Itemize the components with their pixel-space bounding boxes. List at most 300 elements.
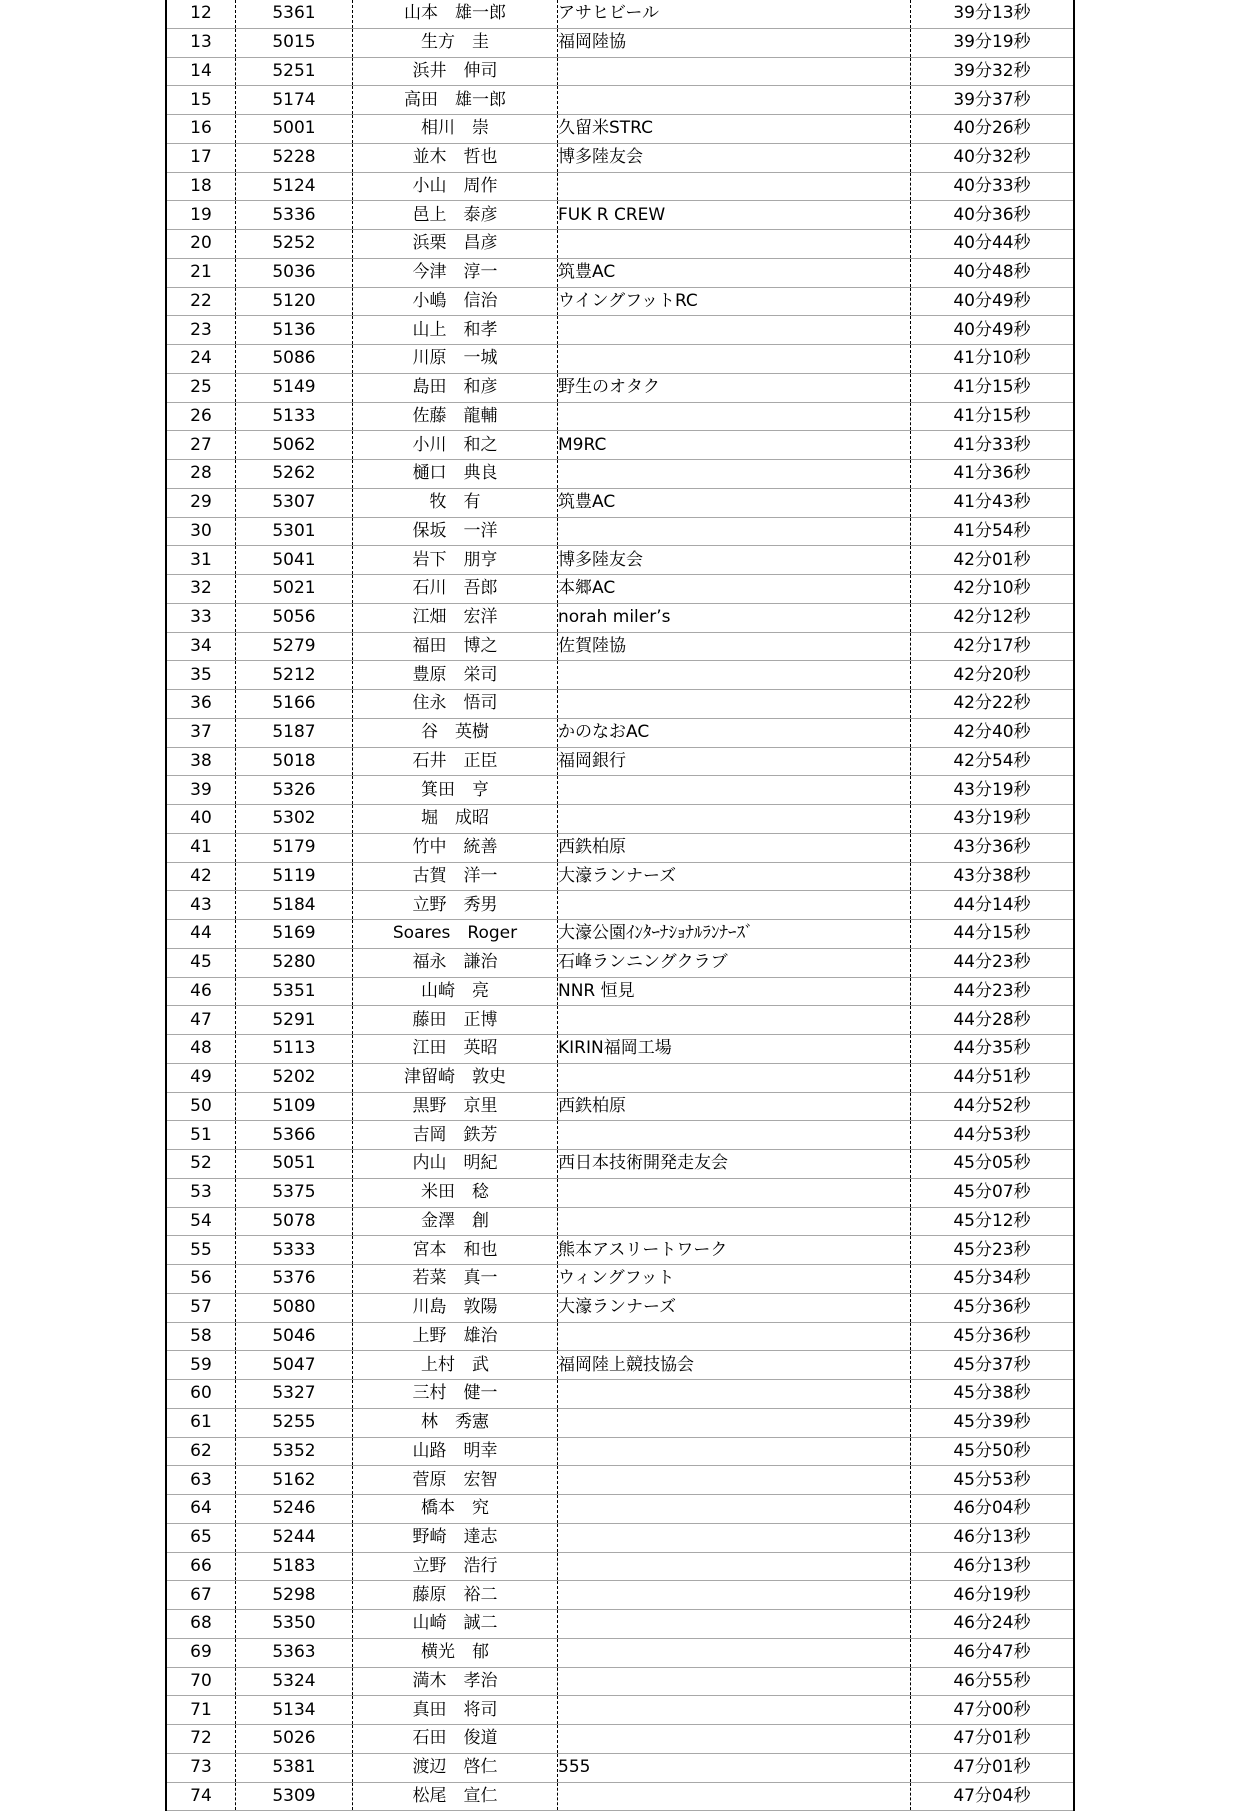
table-row (166, 1495, 1074, 1524)
table-row (166, 690, 1074, 719)
rank-cell: 67 (166, 1581, 236, 1610)
runner-name-cell: 石田 俊道 (353, 1725, 558, 1754)
finish-time-cell: 41分15秒 (911, 402, 1075, 431)
runner-name-cell: 林 秀憲 (353, 1408, 558, 1437)
rank-cell: 44 (166, 920, 236, 949)
finish-time-cell: 46分19秒 (911, 1581, 1075, 1610)
rank-cell: 23 (166, 316, 236, 345)
rank-cell: 33 (166, 603, 236, 632)
runner-name-cell: 立野 秀男 (353, 891, 558, 920)
runner-name-cell: 野崎 達志 (353, 1523, 558, 1552)
finish-time-cell: 45分38秒 (911, 1380, 1075, 1409)
finish-time-cell: 39分37秒 (911, 86, 1075, 115)
finish-time-cell: 44分51秒 (911, 1063, 1075, 1092)
runner-name-cell: 菅原 宏智 (353, 1466, 558, 1495)
bib-number-cell: 5376 (236, 1265, 353, 1294)
finish-time-cell: 42分54秒 (911, 747, 1075, 776)
runner-name-cell: 石川 吾郎 (353, 575, 558, 604)
club-name-cell (558, 230, 911, 259)
finish-time-cell: 39分19秒 (911, 28, 1075, 57)
runner-name-cell: 江田 英昭 (353, 1035, 558, 1064)
finish-time-cell: 45分39秒 (911, 1408, 1075, 1437)
bib-number-cell: 5352 (236, 1437, 353, 1466)
rank-cell: 60 (166, 1380, 236, 1409)
table-row (166, 1178, 1074, 1207)
bib-number-cell: 5244 (236, 1523, 353, 1552)
table-row (166, 431, 1074, 460)
bib-number-cell: 5307 (236, 488, 353, 517)
table-row (166, 1725, 1074, 1754)
club-name-cell (558, 1006, 911, 1035)
table-row (166, 948, 1074, 977)
runner-name-cell: 内山 明紀 (353, 1150, 558, 1179)
table-row (166, 632, 1074, 661)
bib-number-cell: 5252 (236, 230, 353, 259)
table-row (166, 1437, 1074, 1466)
table-row (166, 1092, 1074, 1121)
rank-cell: 31 (166, 546, 236, 575)
rank-cell: 70 (166, 1667, 236, 1696)
table-row (166, 287, 1074, 316)
table-row (166, 1293, 1074, 1322)
bib-number-cell: 5333 (236, 1236, 353, 1265)
finish-time-cell: 44分15秒 (911, 920, 1075, 949)
club-name-cell: NNR 恒見 (558, 977, 911, 1006)
bib-number-cell: 5119 (236, 862, 353, 891)
runner-name-cell: 横光 郁 (353, 1638, 558, 1667)
rank-cell: 24 (166, 345, 236, 374)
bib-number-cell: 5361 (236, 0, 353, 28)
rank-cell: 56 (166, 1265, 236, 1294)
finish-time-cell: 42分12秒 (911, 603, 1075, 632)
bib-number-cell: 5136 (236, 316, 353, 345)
rank-cell: 18 (166, 172, 236, 201)
club-name-cell: 大濠ランナーズ (558, 1293, 911, 1322)
bib-number-cell: 5291 (236, 1006, 353, 1035)
finish-time-cell: 42分22秒 (911, 690, 1075, 719)
club-name-cell: 博多陸友会 (558, 143, 911, 172)
table-row (166, 718, 1074, 747)
club-name-cell (558, 1725, 911, 1754)
rank-cell: 63 (166, 1466, 236, 1495)
table-row (166, 1351, 1074, 1380)
finish-time-cell: 39分32秒 (911, 57, 1075, 86)
finish-time-cell: 45分12秒 (911, 1207, 1075, 1236)
finish-time-cell: 46分47秒 (911, 1638, 1075, 1667)
table-row (166, 1696, 1074, 1725)
club-name-cell (558, 1523, 911, 1552)
bib-number-cell: 5280 (236, 948, 353, 977)
club-name-cell (558, 1638, 911, 1667)
club-name-cell: ウィングフット (558, 1265, 911, 1294)
finish-time-cell: 45分23秒 (911, 1236, 1075, 1265)
rank-cell: 48 (166, 1035, 236, 1064)
finish-time-cell: 43分19秒 (911, 805, 1075, 834)
runner-name-cell: 浜栗 昌彦 (353, 230, 558, 259)
club-name-cell: ウイングフットRC (558, 287, 911, 316)
runner-name-cell: 松尾 宣仁 (353, 1782, 558, 1811)
rank-cell: 51 (166, 1121, 236, 1150)
runner-name-cell: 牧 有 (353, 488, 558, 517)
bib-number-cell: 5381 (236, 1753, 353, 1782)
rank-cell: 72 (166, 1725, 236, 1754)
rank-cell: 19 (166, 201, 236, 230)
bib-number-cell: 5133 (236, 402, 353, 431)
finish-time-cell: 47分04秒 (911, 1782, 1075, 1811)
rank-cell: 68 (166, 1610, 236, 1639)
club-name-cell (558, 1667, 911, 1696)
table-row (166, 546, 1074, 575)
table-row (166, 115, 1074, 144)
runner-name-cell: 福田 博之 (353, 632, 558, 661)
club-name-cell: M9RC (558, 431, 911, 460)
runner-name-cell: 江畑 宏洋 (353, 603, 558, 632)
runner-name-cell: 山上 和孝 (353, 316, 558, 345)
rank-cell: 71 (166, 1696, 236, 1725)
rank-cell: 62 (166, 1437, 236, 1466)
club-name-cell (558, 1696, 911, 1725)
rank-cell: 66 (166, 1552, 236, 1581)
club-name-cell (558, 661, 911, 690)
table-row (166, 1380, 1074, 1409)
bib-number-cell: 5336 (236, 201, 353, 230)
club-name-cell: 西日本技術開発走友会 (558, 1150, 911, 1179)
runner-name-cell: 石井 正臣 (353, 747, 558, 776)
runner-name-cell: 吉岡 鉄芳 (353, 1121, 558, 1150)
table-row (166, 1408, 1074, 1437)
finish-time-cell: 42分10秒 (911, 575, 1075, 604)
club-name-cell (558, 1207, 911, 1236)
rank-cell: 25 (166, 373, 236, 402)
finish-time-cell: 40分44秒 (911, 230, 1075, 259)
finish-time-cell: 45分05秒 (911, 1150, 1075, 1179)
runner-name-cell: 宮本 和也 (353, 1236, 558, 1265)
finish-time-cell: 41分33秒 (911, 431, 1075, 460)
runner-name-cell: 浜井 伸司 (353, 57, 558, 86)
runner-name-cell: 川原 一城 (353, 345, 558, 374)
club-name-cell: 大濠公園ｲﾝﾀｰﾅｼｮﾅﾙﾗﾝﾅｰｽﾞ (558, 920, 911, 949)
bib-number-cell: 5056 (236, 603, 353, 632)
table-row (166, 805, 1074, 834)
table-row (166, 862, 1074, 891)
rank-cell: 65 (166, 1523, 236, 1552)
table-row (166, 1782, 1074, 1811)
runner-name-cell: 金澤 創 (353, 1207, 558, 1236)
results-body (166, 0, 1074, 1811)
table-row (166, 1035, 1074, 1064)
bib-number-cell: 5166 (236, 690, 353, 719)
runner-name-cell: 高田 雄一郎 (353, 86, 558, 115)
club-name-cell: FUK R CREW (558, 201, 911, 230)
table-row (166, 1265, 1074, 1294)
rank-cell: 64 (166, 1495, 236, 1524)
finish-time-cell: 46分24秒 (911, 1610, 1075, 1639)
table-row (166, 0, 1074, 28)
finish-time-cell: 41分43秒 (911, 488, 1075, 517)
runner-name-cell: 生方 圭 (353, 28, 558, 57)
bib-number-cell: 5174 (236, 86, 353, 115)
finish-time-cell: 44分35秒 (911, 1035, 1075, 1064)
club-name-cell (558, 460, 911, 489)
bib-number-cell: 5324 (236, 1667, 353, 1696)
table-row (166, 1638, 1074, 1667)
rank-cell: 21 (166, 258, 236, 287)
runner-name-cell: 保坂 一洋 (353, 517, 558, 546)
runner-name-cell: 藤原 裕二 (353, 1581, 558, 1610)
finish-time-cell: 45分36秒 (911, 1322, 1075, 1351)
finish-time-cell: 44分23秒 (911, 948, 1075, 977)
club-name-cell (558, 1178, 911, 1207)
club-name-cell (558, 402, 911, 431)
runner-name-cell: 山路 明幸 (353, 1437, 558, 1466)
finish-time-cell: 44分23秒 (911, 977, 1075, 1006)
runner-name-cell: 竹中 統善 (353, 833, 558, 862)
bib-number-cell: 5169 (236, 920, 353, 949)
table-row (166, 1753, 1074, 1782)
finish-time-cell: 45分37秒 (911, 1351, 1075, 1380)
club-name-cell (558, 1408, 911, 1437)
runner-name-cell: 谷 英樹 (353, 718, 558, 747)
runner-name-cell: 渡辺 啓仁 (353, 1753, 558, 1782)
finish-time-cell: 42分20秒 (911, 661, 1075, 690)
club-name-cell (558, 1610, 911, 1639)
finish-time-cell: 41分10秒 (911, 345, 1075, 374)
bib-number-cell: 5301 (236, 517, 353, 546)
runner-name-cell: 島田 和彦 (353, 373, 558, 402)
club-name-cell (558, 891, 911, 920)
table-row (166, 460, 1074, 489)
club-name-cell (558, 1322, 911, 1351)
rank-cell: 69 (166, 1638, 236, 1667)
bib-number-cell: 5026 (236, 1725, 353, 1754)
rank-cell: 12 (166, 0, 236, 28)
club-name-cell: 久留米STRC (558, 115, 911, 144)
club-name-cell (558, 1063, 911, 1092)
rank-cell: 61 (166, 1408, 236, 1437)
finish-time-cell: 45分34秒 (911, 1265, 1075, 1294)
bib-number-cell: 5078 (236, 1207, 353, 1236)
rank-cell: 43 (166, 891, 236, 920)
club-name-cell (558, 1121, 911, 1150)
rank-cell: 17 (166, 143, 236, 172)
club-name-cell: norah miler’s (558, 603, 911, 632)
finish-time-cell: 40分36秒 (911, 201, 1075, 230)
runner-name-cell: 古賀 洋一 (353, 862, 558, 891)
finish-time-cell: 47分01秒 (911, 1725, 1075, 1754)
runner-name-cell: 藤田 正博 (353, 1006, 558, 1035)
club-name-cell (558, 517, 911, 546)
finish-time-cell: 46分55秒 (911, 1667, 1075, 1696)
rank-cell: 22 (166, 287, 236, 316)
club-name-cell: 佐賀陸協 (558, 632, 911, 661)
rank-cell: 14 (166, 57, 236, 86)
runner-name-cell: 今津 淳一 (353, 258, 558, 287)
rank-cell: 39 (166, 776, 236, 805)
runner-name-cell: 佐藤 龍輔 (353, 402, 558, 431)
table-row (166, 517, 1074, 546)
club-name-cell (558, 805, 911, 834)
rank-cell: 40 (166, 805, 236, 834)
bib-number-cell: 5302 (236, 805, 353, 834)
runner-name-cell: 福永 謙治 (353, 948, 558, 977)
finish-time-cell: 40分33秒 (911, 172, 1075, 201)
runner-name-cell: 豊原 栄司 (353, 661, 558, 690)
bib-number-cell: 5255 (236, 1408, 353, 1437)
club-name-cell: アサヒビール (558, 0, 911, 28)
finish-time-cell: 43分38秒 (911, 862, 1075, 891)
rank-cell: 32 (166, 575, 236, 604)
table-row (166, 1236, 1074, 1265)
runner-name-cell: 堀 成昭 (353, 805, 558, 834)
runner-name-cell: 相川 崇 (353, 115, 558, 144)
bib-number-cell: 5375 (236, 1178, 353, 1207)
bib-number-cell: 5262 (236, 460, 353, 489)
finish-time-cell: 40分32秒 (911, 143, 1075, 172)
club-name-cell: 筑豊AC (558, 488, 911, 517)
club-name-cell: 本郷AC (558, 575, 911, 604)
club-name-cell (558, 1466, 911, 1495)
finish-time-cell: 44分53秒 (911, 1121, 1075, 1150)
finish-time-cell: 39分13秒 (911, 0, 1075, 28)
runner-name-cell: 黒野 京里 (353, 1092, 558, 1121)
table-row (166, 1063, 1074, 1092)
rank-cell: 42 (166, 862, 236, 891)
finish-time-cell: 40分49秒 (911, 287, 1075, 316)
club-name-cell: 555 (558, 1753, 911, 1782)
rank-cell: 38 (166, 747, 236, 776)
rank-cell: 16 (166, 115, 236, 144)
bib-number-cell: 5363 (236, 1638, 353, 1667)
rank-cell: 47 (166, 1006, 236, 1035)
finish-time-cell: 41分54秒 (911, 517, 1075, 546)
runner-name-cell: 若菜 真一 (353, 1265, 558, 1294)
club-name-cell (558, 1552, 911, 1581)
finish-time-cell: 45分50秒 (911, 1437, 1075, 1466)
club-name-cell (558, 1782, 911, 1811)
table-row (166, 345, 1074, 374)
bib-number-cell: 5326 (236, 776, 353, 805)
bib-number-cell: 5202 (236, 1063, 353, 1092)
table-row (166, 1121, 1074, 1150)
rank-cell: 30 (166, 517, 236, 546)
finish-time-cell: 45分07秒 (911, 1178, 1075, 1207)
rank-cell: 28 (166, 460, 236, 489)
runner-name-cell: 三村 健一 (353, 1380, 558, 1409)
table-row (166, 575, 1074, 604)
finish-time-cell: 44分28秒 (911, 1006, 1075, 1035)
runner-name-cell: 住永 悟司 (353, 690, 558, 719)
bib-number-cell: 5350 (236, 1610, 353, 1639)
finish-time-cell: 46分13秒 (911, 1552, 1075, 1581)
rank-cell: 46 (166, 977, 236, 1006)
bib-number-cell: 5309 (236, 1782, 353, 1811)
finish-time-cell: 44分14秒 (911, 891, 1075, 920)
table-row (166, 891, 1074, 920)
club-name-cell: 博多陸友会 (558, 546, 911, 575)
runner-name-cell: 小嶋 信治 (353, 287, 558, 316)
runner-name-cell: 橋本 究 (353, 1495, 558, 1524)
bib-number-cell: 5062 (236, 431, 353, 460)
club-name-cell (558, 1581, 911, 1610)
bib-number-cell: 5001 (236, 115, 353, 144)
bib-number-cell: 5149 (236, 373, 353, 402)
finish-time-cell: 40分26秒 (911, 115, 1075, 144)
runner-name-cell: 山本 雄一郎 (353, 0, 558, 28)
bib-number-cell: 5047 (236, 1351, 353, 1380)
table-row (166, 201, 1074, 230)
finish-time-cell: 46分04秒 (911, 1495, 1075, 1524)
rank-cell: 27 (166, 431, 236, 460)
finish-time-cell: 46分13秒 (911, 1523, 1075, 1552)
rank-cell: 50 (166, 1092, 236, 1121)
rank-cell: 29 (166, 488, 236, 517)
table-row (166, 747, 1074, 776)
club-name-cell (558, 316, 911, 345)
bib-number-cell: 5228 (236, 143, 353, 172)
bib-number-cell: 5113 (236, 1035, 353, 1064)
rank-cell: 35 (166, 661, 236, 690)
runner-name-cell: 山崎 誠二 (353, 1610, 558, 1639)
bib-number-cell: 5179 (236, 833, 353, 862)
table-row (166, 1207, 1074, 1236)
runner-name-cell: 岩下 朋亨 (353, 546, 558, 575)
bib-number-cell: 5120 (236, 287, 353, 316)
finish-time-cell: 43分36秒 (911, 833, 1075, 862)
table-row (166, 1610, 1074, 1639)
club-name-cell (558, 1437, 911, 1466)
table-row (166, 776, 1074, 805)
club-name-cell: 福岡銀行 (558, 747, 911, 776)
table-row (166, 1552, 1074, 1581)
bib-number-cell: 5109 (236, 1092, 353, 1121)
rank-cell: 20 (166, 230, 236, 259)
club-name-cell (558, 57, 911, 86)
table-row (166, 28, 1074, 57)
table-row (166, 172, 1074, 201)
club-name-cell: 大濠ランナーズ (558, 862, 911, 891)
table-row (166, 920, 1074, 949)
table-row (166, 1523, 1074, 1552)
table-row (166, 258, 1074, 287)
club-name-cell (558, 776, 911, 805)
table-row (166, 57, 1074, 86)
table-row (166, 1006, 1074, 1035)
rank-cell: 53 (166, 1178, 236, 1207)
bib-number-cell: 5187 (236, 718, 353, 747)
table-row (166, 86, 1074, 115)
bib-number-cell: 5246 (236, 1495, 353, 1524)
club-name-cell: かのなおAC (558, 718, 911, 747)
rank-cell: 41 (166, 833, 236, 862)
rank-cell: 13 (166, 28, 236, 57)
table-row (166, 1322, 1074, 1351)
club-name-cell (558, 172, 911, 201)
table-row (166, 373, 1074, 402)
club-name-cell: 石峰ランニングクラブ (558, 948, 911, 977)
club-name-cell: 西鉄柏原 (558, 1092, 911, 1121)
runner-name-cell: 米田 稔 (353, 1178, 558, 1207)
bib-number-cell: 5041 (236, 546, 353, 575)
bib-number-cell: 5162 (236, 1466, 353, 1495)
runner-name-cell: 上村 武 (353, 1351, 558, 1380)
finish-time-cell: 44分52秒 (911, 1092, 1075, 1121)
club-name-cell: 西鉄柏原 (558, 833, 911, 862)
rank-cell: 26 (166, 402, 236, 431)
club-name-cell (558, 1495, 911, 1524)
rank-cell: 37 (166, 718, 236, 747)
bib-number-cell: 5212 (236, 661, 353, 690)
runner-name-cell: 津留崎 敦史 (353, 1063, 558, 1092)
